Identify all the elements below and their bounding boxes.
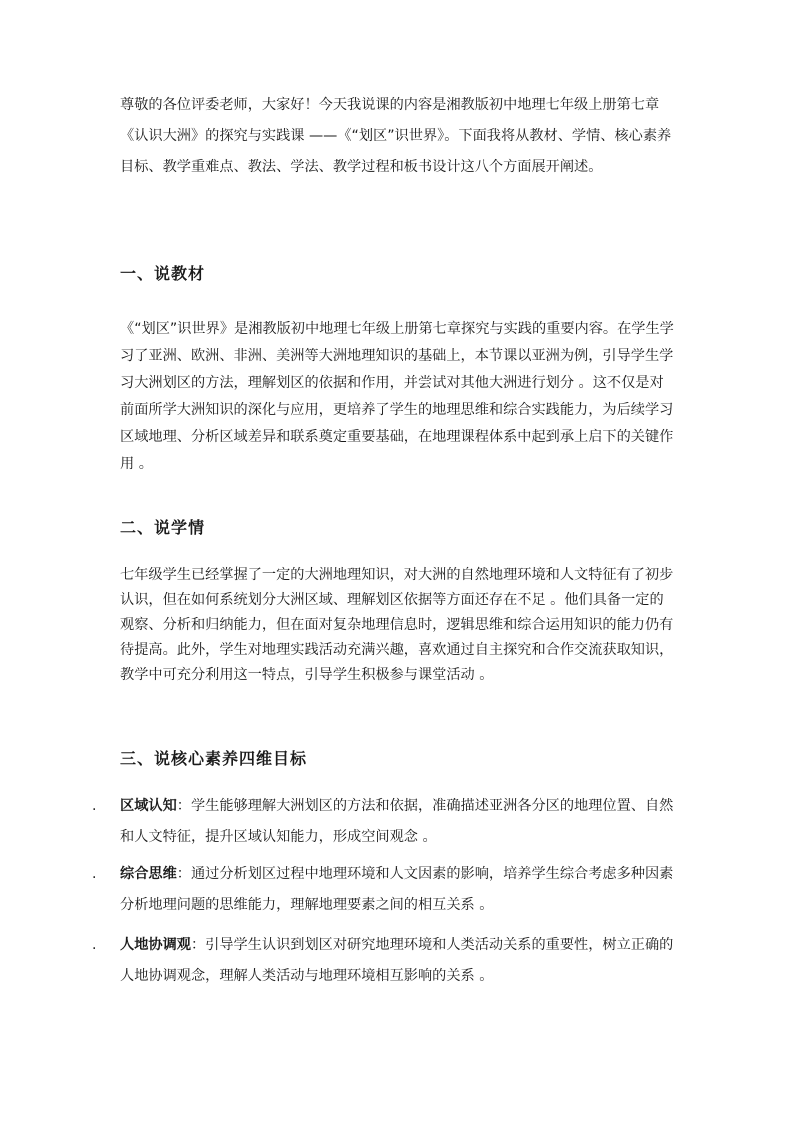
objective-label: 人地协调观	[120, 937, 191, 953]
objective-text: 引导学生认识到划区对研究地理环境和人类活动关系的重要性，树立正确的人地协调观念，理解人类活动与地理环境相互影响的关系 。	[120, 937, 674, 984]
section-title-textbook: 一、说教材	[120, 264, 206, 283]
section-title-students: 二、说学情	[120, 518, 206, 537]
objective-separator: ：	[190, 937, 206, 953]
section-body-students: 七年级学生已经掌握了一定的大洲地理知识，对大洲的自然地理环境和人文特征有了初步认识，但在如何系统划分大洲区域、理解划区依据等方面还存在不足 。他们具备一定的观察、分析和归纳能力，但在面对复杂地理信息时，逻辑思维和综合运用知识的能力仍有待提高。此外，学生对地理实践活动充满兴趣，喜欢通过自主探究和合作交流获取知识，教学中可充分利用这一特点，引导学生积极参与课堂活动 。	[120, 567, 674, 683]
section-body-textbook: 《“划区”识世界》是湘教版初中地理七年级上册第七章探究与实践的重要内容。在学生学习了亚洲、欧洲、非洲、美洲等大洲地理知识的基础上，本节课以亚洲为例，引导学生学习大洲划区的方法，理解划区的依据和作用，并尝试对其他大洲进行划分 。这不仅是对前面所学大洲知识的深化与应用，更培养了学生的地理思维和综合实践能力，为后续学习区域地理、分析区域差异和联系奠定重要基础，在地理课程体系中起到承上启下的关键作用 。	[120, 321, 674, 472]
objective-item-harmony	[120, 930, 676, 992]
objective-text: 通过分析划区过程中地理环境和人文因素的影响，培养学生综合考虑多种因素分析地理问题的思维能力，理解地理要素之间的相互关系 。	[120, 866, 674, 913]
objective-separator: ：	[176, 798, 191, 814]
objective-item-thinking	[120, 859, 676, 921]
objective-separator: ：	[176, 866, 191, 882]
bullet-marker: .	[92, 866, 97, 882]
intro-paragraph: 尊敬的各位评委老师，大家好！今天我说课的内容是湘教版初中地理七年级上册第七章《认识大洲》的探究与实践课 ——《“划区”识世界》。下面我将从教材、学情、核心素养目标、教学重难点、教法、学法、教学过程和板书设计这八个方面展开阐述。	[120, 97, 672, 175]
objective-label: 区域认知	[120, 798, 177, 814]
bullet-marker: .	[92, 798, 97, 814]
objective-item-regional	[120, 791, 676, 853]
objective-text: 学生能够理解大洲划区的方法和依据，准确描述亚洲各分区的地理位置、自然和人文特征，提升区域认知能力，形成空间观念 。	[120, 798, 674, 845]
objective-label: 综合思维	[120, 866, 177, 882]
section-title-objectives: 三、说核心素养四维目标	[120, 749, 308, 768]
bullet-marker: .	[92, 937, 97, 953]
